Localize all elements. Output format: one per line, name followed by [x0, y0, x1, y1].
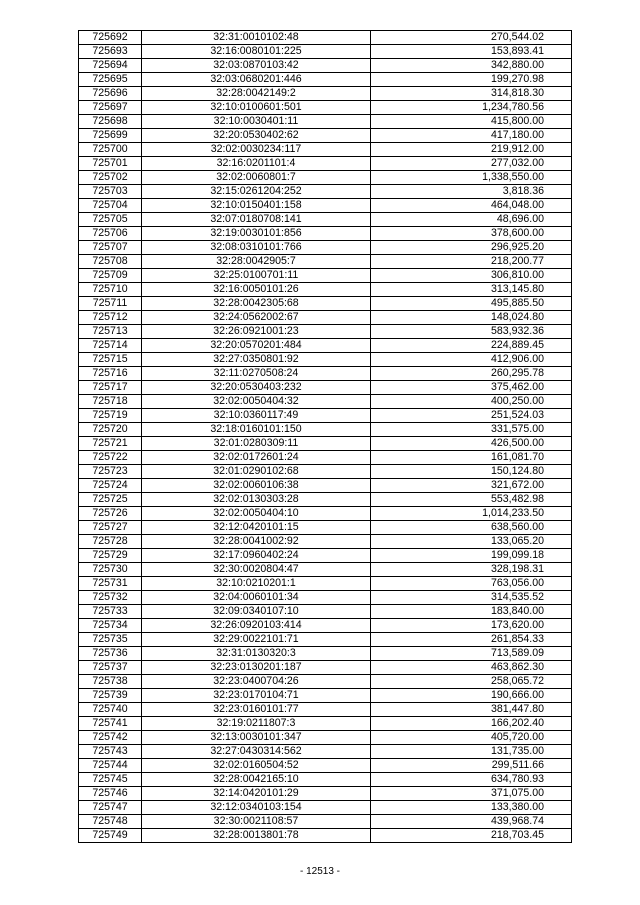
cadastral-number-cell: 32:07:0180708:141: [142, 213, 371, 227]
cadastral-number-cell: 32:26:0920103:414: [142, 619, 371, 633]
amount-cell: 634,780.93: [371, 773, 572, 787]
cadastral-number-cell: 32:10:0150401:158: [142, 199, 371, 213]
table-row: [79, 829, 572, 843]
cadastral-number-cell: 32:19:0030101:856: [142, 227, 371, 241]
record-id-cell: 725715: [79, 353, 142, 367]
table-row: [79, 773, 572, 787]
cadastral-number-cell: 32:13:0030101:347: [142, 731, 371, 745]
amount-cell: 495,885.50: [371, 297, 572, 311]
record-id-cell: 725742: [79, 731, 142, 745]
table-row: [79, 647, 572, 661]
table-row: [79, 199, 572, 213]
record-id-cell: 725746: [79, 787, 142, 801]
amount-cell: 439,968.74: [371, 815, 572, 829]
record-id-cell: 725708: [79, 255, 142, 269]
table-row: [79, 157, 572, 171]
amount-cell: 190,666.00: [371, 689, 572, 703]
amount-cell: 405,720.00: [371, 731, 572, 745]
cadastral-number-cell: 32:25:0100701:11: [142, 269, 371, 283]
records-table: [78, 30, 572, 843]
amount-cell: 638,560.00: [371, 521, 572, 535]
table-row: [79, 73, 572, 87]
cadastral-number-cell: 32:03:0680201:446: [142, 73, 371, 87]
amount-cell: 261,854.33: [371, 633, 572, 647]
amount-cell: 150,124.80: [371, 465, 572, 479]
table-row: [79, 633, 572, 647]
amount-cell: 48,696.00: [371, 213, 572, 227]
cadastral-number-cell: 32:23:0130201:187: [142, 661, 371, 675]
amount-cell: 763,056.00: [371, 577, 572, 591]
record-id-cell: 725738: [79, 675, 142, 689]
cadastral-number-cell: 32:12:0340103:154: [142, 801, 371, 815]
record-id-cell: 725725: [79, 493, 142, 507]
cadastral-number-cell: 32:20:0570201:484: [142, 339, 371, 353]
amount-cell: 199,099.18: [371, 549, 572, 563]
table-row: [79, 311, 572, 325]
cadastral-number-cell: 32:29:0022101:71: [142, 633, 371, 647]
table-row: [79, 591, 572, 605]
table-row: [79, 521, 572, 535]
table-row: [79, 31, 572, 45]
table-row: [79, 185, 572, 199]
cadastral-number-cell: 32:24:0562002:67: [142, 311, 371, 325]
record-id-cell: 725713: [79, 325, 142, 339]
record-id-cell: 725697: [79, 101, 142, 115]
cadastral-number-cell: 32:26:0921001:23: [142, 325, 371, 339]
amount-cell: 224,889.45: [371, 339, 572, 353]
cadastral-number-cell: 32:01:0290102:68: [142, 465, 371, 479]
record-id-cell: 725721: [79, 437, 142, 451]
record-id-cell: 725745: [79, 773, 142, 787]
cadastral-number-cell: 32:23:0170104:71: [142, 689, 371, 703]
cadastral-number-cell: 32:01:0280309:11: [142, 437, 371, 451]
table-row: [79, 549, 572, 563]
amount-cell: 218,703.45: [371, 829, 572, 843]
table-row: [79, 801, 572, 815]
cadastral-number-cell: 32:10:0100601:501: [142, 101, 371, 115]
record-id-cell: 725731: [79, 577, 142, 591]
amount-cell: 583,932.36: [371, 325, 572, 339]
table-row: [79, 45, 572, 59]
table-row: [79, 465, 572, 479]
table-row: [79, 129, 572, 143]
record-id-cell: 725712: [79, 311, 142, 325]
amount-cell: 375,462.00: [371, 381, 572, 395]
cadastral-number-cell: 32:02:0050404:32: [142, 395, 371, 409]
record-id-cell: 725714: [79, 339, 142, 353]
table-row: [79, 353, 572, 367]
table-row: [79, 675, 572, 689]
record-id-cell: 725736: [79, 647, 142, 661]
amount-cell: 321,672.00: [371, 479, 572, 493]
record-id-cell: 725726: [79, 507, 142, 521]
amount-cell: 251,524.03: [371, 409, 572, 423]
amount-cell: 199,270.98: [371, 73, 572, 87]
amount-cell: 270,544.02: [371, 31, 572, 45]
record-id-cell: 725707: [79, 241, 142, 255]
cadastral-number-cell: 32:03:0870103:42: [142, 59, 371, 73]
table-row: [79, 437, 572, 451]
record-id-cell: 725716: [79, 367, 142, 381]
table-row: [79, 661, 572, 675]
record-id-cell: 725711: [79, 297, 142, 311]
table-row: [79, 101, 572, 115]
record-id-cell: 725698: [79, 115, 142, 129]
table-row: [79, 563, 572, 577]
cadastral-number-cell: 32:10:0030401:11: [142, 115, 371, 129]
table-row: [79, 171, 572, 185]
record-id-cell: 725695: [79, 73, 142, 87]
cadastral-number-cell: 32:02:0160504:52: [142, 759, 371, 773]
cadastral-number-cell: 32:10:0360117:49: [142, 409, 371, 423]
amount-cell: 296,925.20: [371, 241, 572, 255]
cadastral-number-cell: 32:09:0340107:10: [142, 605, 371, 619]
amount-cell: 412,906.00: [371, 353, 572, 367]
cadastral-number-cell: 32:04:0060101:34: [142, 591, 371, 605]
table-row: [79, 297, 572, 311]
amount-cell: 331,575.00: [371, 423, 572, 437]
table-row: [79, 745, 572, 759]
cadastral-number-cell: 32:30:0020804:47: [142, 563, 371, 577]
record-id-cell: 725730: [79, 563, 142, 577]
record-id-cell: 725694: [79, 59, 142, 73]
record-id-cell: 725709: [79, 269, 142, 283]
cadastral-number-cell: 32:20:0530402:62: [142, 129, 371, 143]
table-row: [79, 283, 572, 297]
record-id-cell: 725692: [79, 31, 142, 45]
table-row: [79, 605, 572, 619]
record-id-cell: 725710: [79, 283, 142, 297]
cadastral-number-cell: 32:28:0042905:7: [142, 255, 371, 269]
amount-cell: 713,589.09: [371, 647, 572, 661]
record-id-cell: 725749: [79, 829, 142, 843]
record-id-cell: 725739: [79, 689, 142, 703]
record-id-cell: 725704: [79, 199, 142, 213]
amount-cell: 381,447.80: [371, 703, 572, 717]
record-id-cell: 725717: [79, 381, 142, 395]
record-id-cell: 725719: [79, 409, 142, 423]
amount-cell: 378,600.00: [371, 227, 572, 241]
cadastral-number-cell: 32:16:0080101:225: [142, 45, 371, 59]
record-id-cell: 725703: [79, 185, 142, 199]
cadastral-number-cell: 32:30:0021108:57: [142, 815, 371, 829]
table-row: [79, 507, 572, 521]
table-row: [79, 227, 572, 241]
table-row: [79, 325, 572, 339]
record-id-cell: 725743: [79, 745, 142, 759]
record-id-cell: 725718: [79, 395, 142, 409]
cadastral-number-cell: 32:17:0960402:24: [142, 549, 371, 563]
page-number: - 12513 -: [299, 866, 341, 877]
amount-cell: 131,735.00: [371, 745, 572, 759]
table-row: [79, 255, 572, 269]
amount-cell: 161,081.70: [371, 451, 572, 465]
cadastral-number-cell: 32:31:0010102:48: [142, 31, 371, 45]
table-row: [79, 731, 572, 745]
amount-cell: 464,048.00: [371, 199, 572, 213]
record-id-cell: 725724: [79, 479, 142, 493]
amount-cell: 553,482.98: [371, 493, 572, 507]
table-row: [79, 409, 572, 423]
cadastral-number-cell: 32:20:0530403:232: [142, 381, 371, 395]
record-id-cell: 725735: [79, 633, 142, 647]
amount-cell: 426,500.00: [371, 437, 572, 451]
table-row: [79, 759, 572, 773]
cadastral-number-cell: 32:14:0420101:29: [142, 787, 371, 801]
record-id-cell: 725699: [79, 129, 142, 143]
table-row: [79, 619, 572, 633]
record-id-cell: 725729: [79, 549, 142, 563]
record-id-cell: 725723: [79, 465, 142, 479]
cadastral-number-cell: 32:16:0201101:4: [142, 157, 371, 171]
cadastral-number-cell: 32:31:0130320:3: [142, 647, 371, 661]
amount-cell: 1,234,780.56: [371, 101, 572, 115]
record-id-cell: 725705: [79, 213, 142, 227]
record-id-cell: 725734: [79, 619, 142, 633]
cadastral-number-cell: 32:02:0050404:10: [142, 507, 371, 521]
cadastral-number-cell: 32:23:0400704:26: [142, 675, 371, 689]
cadastral-number-cell: 32:08:0310101:766: [142, 241, 371, 255]
amount-cell: 463,862.30: [371, 661, 572, 675]
cadastral-number-cell: 32:02:0172601:24: [142, 451, 371, 465]
amount-cell: 3,818.36: [371, 185, 572, 199]
cadastral-number-cell: 32:27:0430314:562: [142, 745, 371, 759]
record-id-cell: 725700: [79, 143, 142, 157]
amount-cell: 415,800.00: [371, 115, 572, 129]
record-id-cell: 725696: [79, 87, 142, 101]
record-id-cell: 725728: [79, 535, 142, 549]
amount-cell: 314,818.30: [371, 87, 572, 101]
cadastral-number-cell: 32:12:0420101:15: [142, 521, 371, 535]
table-row: [79, 241, 572, 255]
table-row: [79, 535, 572, 549]
table-row: [79, 87, 572, 101]
amount-cell: 1,338,550.00: [371, 171, 572, 185]
table-row: [79, 577, 572, 591]
cadastral-number-cell: 32:19:0211807:3: [142, 717, 371, 731]
record-id-cell: 725747: [79, 801, 142, 815]
amount-cell: 277,032.00: [371, 157, 572, 171]
table-row: [79, 395, 572, 409]
amount-cell: 314,535.52: [371, 591, 572, 605]
record-id-cell: 725737: [79, 661, 142, 675]
amount-cell: 133,065.20: [371, 535, 572, 549]
amount-cell: 219,912.00: [371, 143, 572, 157]
amount-cell: 133,380.00: [371, 801, 572, 815]
amount-cell: 328,198.31: [371, 563, 572, 577]
record-id-cell: 725740: [79, 703, 142, 717]
table-row: [79, 213, 572, 227]
cadastral-number-cell: 32:16:0050101:26: [142, 283, 371, 297]
table-row: [79, 143, 572, 157]
amount-cell: 299,511.66: [371, 759, 572, 773]
amount-cell: 218,200.77: [371, 255, 572, 269]
table-row: [79, 787, 572, 801]
amount-cell: 400,250.00: [371, 395, 572, 409]
record-id-cell: 725748: [79, 815, 142, 829]
cadastral-number-cell: 32:02:0060801:7: [142, 171, 371, 185]
cadastral-number-cell: 32:28:0042149:2: [142, 87, 371, 101]
table-row: [79, 59, 572, 73]
cadastral-number-cell: 32:23:0160101:77: [142, 703, 371, 717]
record-id-cell: 725722: [79, 451, 142, 465]
amount-cell: 183,840.00: [371, 605, 572, 619]
cadastral-number-cell: 32:10:0210201:1: [142, 577, 371, 591]
amount-cell: 417,180.00: [371, 129, 572, 143]
cadastral-number-cell: 32:28:0042165:10: [142, 773, 371, 787]
table-row: [79, 689, 572, 703]
cadastral-number-cell: 32:27:0350801:92: [142, 353, 371, 367]
amount-cell: 342,880.00: [371, 59, 572, 73]
table-row: [79, 339, 572, 353]
table-row: [79, 115, 572, 129]
records-table-body: [79, 31, 572, 843]
table-row: [79, 423, 572, 437]
table-row: [79, 493, 572, 507]
record-id-cell: 725741: [79, 717, 142, 731]
record-id-cell: 725744: [79, 759, 142, 773]
record-id-cell: 725701: [79, 157, 142, 171]
table-row: [79, 717, 572, 731]
record-id-cell: 725733: [79, 605, 142, 619]
amount-cell: 371,075.00: [371, 787, 572, 801]
cadastral-number-cell: 32:02:0130303:28: [142, 493, 371, 507]
cadastral-number-cell: 32:15:0261204:252: [142, 185, 371, 199]
amount-cell: 148,024.80: [371, 311, 572, 325]
cadastral-number-cell: 32:28:0042305:68: [142, 297, 371, 311]
table-row: [79, 269, 572, 283]
amount-cell: 1,014,233.50: [371, 507, 572, 521]
table-row: [79, 703, 572, 717]
table-row: [79, 479, 572, 493]
cadastral-number-cell: 32:28:0013801:78: [142, 829, 371, 843]
cadastral-number-cell: 32:02:0060106:38: [142, 479, 371, 493]
table-row: [79, 367, 572, 381]
cadastral-number-cell: 32:11:0270508:24: [142, 367, 371, 381]
cadastral-number-cell: 32:18:0160101:150: [142, 423, 371, 437]
record-id-cell: 725706: [79, 227, 142, 241]
record-id-cell: 725720: [79, 423, 142, 437]
amount-cell: 260,295.78: [371, 367, 572, 381]
amount-cell: 166,202.40: [371, 717, 572, 731]
amount-cell: 313,145.80: [371, 283, 572, 297]
table-row: [79, 815, 572, 829]
amount-cell: 153,893.41: [371, 45, 572, 59]
cadastral-number-cell: 32:02:0030234:117: [142, 143, 371, 157]
record-id-cell: 725702: [79, 171, 142, 185]
record-id-cell: 725727: [79, 521, 142, 535]
record-id-cell: 725693: [79, 45, 142, 59]
record-id-cell: 725732: [79, 591, 142, 605]
amount-cell: 306,810.00: [371, 269, 572, 283]
table-row: [79, 381, 572, 395]
amount-cell: 258,065.72: [371, 675, 572, 689]
table-row: [79, 451, 572, 465]
cadastral-number-cell: 32:28:0041002:92: [142, 535, 371, 549]
amount-cell: 173,620.00: [371, 619, 572, 633]
